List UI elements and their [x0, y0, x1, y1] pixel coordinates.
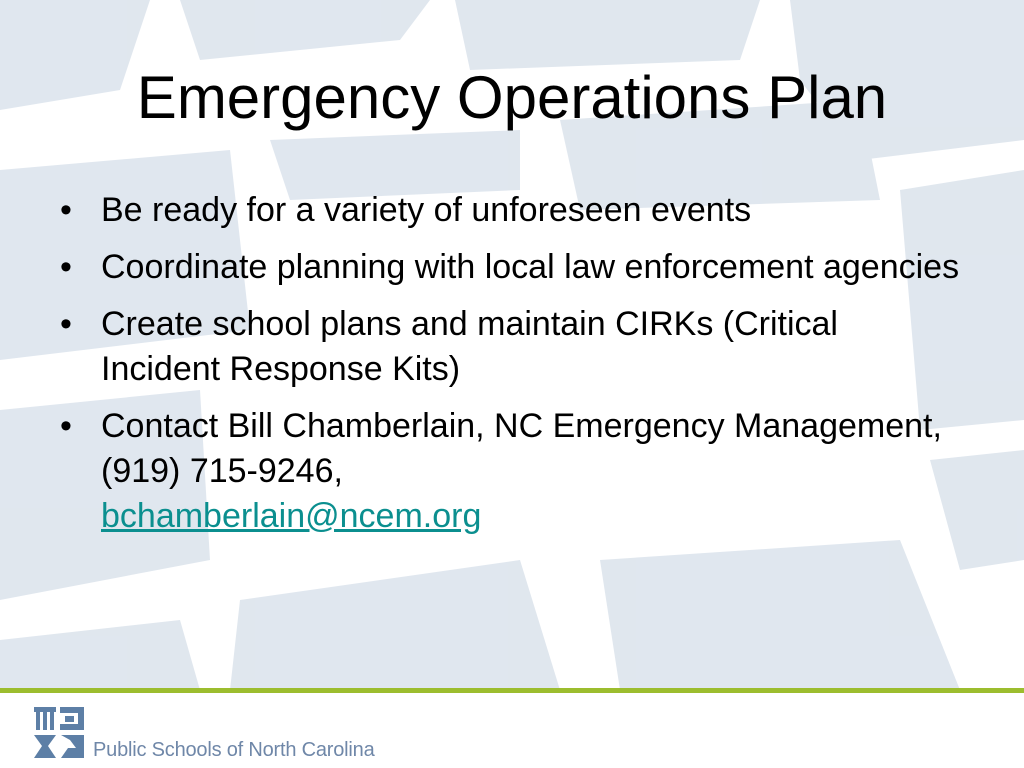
footer-org-name: Public Schools of North Carolina — [93, 739, 375, 761]
slide-title: Emergency Operations Plan — [136, 64, 888, 131]
bullet-item — [60, 188, 960, 233]
bullet-symbol: • — [60, 407, 72, 445]
bullet-symbol: • — [60, 248, 72, 286]
bullet-item — [60, 302, 960, 392]
bullet-symbol: • — [60, 191, 72, 229]
nc-dpi-logo-icon — [30, 704, 88, 762]
bullet-item — [60, 245, 960, 290]
bullet-text: Be ready for a variety of unforeseen events — [101, 191, 752, 229]
email-link[interactable]: bchamberlain@ncem.org — [101, 497, 482, 535]
bullet-text: Coordinate planning with local law enforcement agencies — [101, 248, 960, 286]
bullet-list — [60, 188, 960, 551]
bullet-text: Contact Bill Chamberlain, NC Emergency Management, (919) 715-9246, — [101, 407, 942, 490]
accent-divider — [0, 688, 1024, 693]
bullet-text: Create school plans and maintain CIRKs (Critical Incident Response Kits) — [101, 305, 838, 388]
bullet-symbol: • — [60, 305, 72, 343]
bullet-item — [60, 404, 960, 539]
